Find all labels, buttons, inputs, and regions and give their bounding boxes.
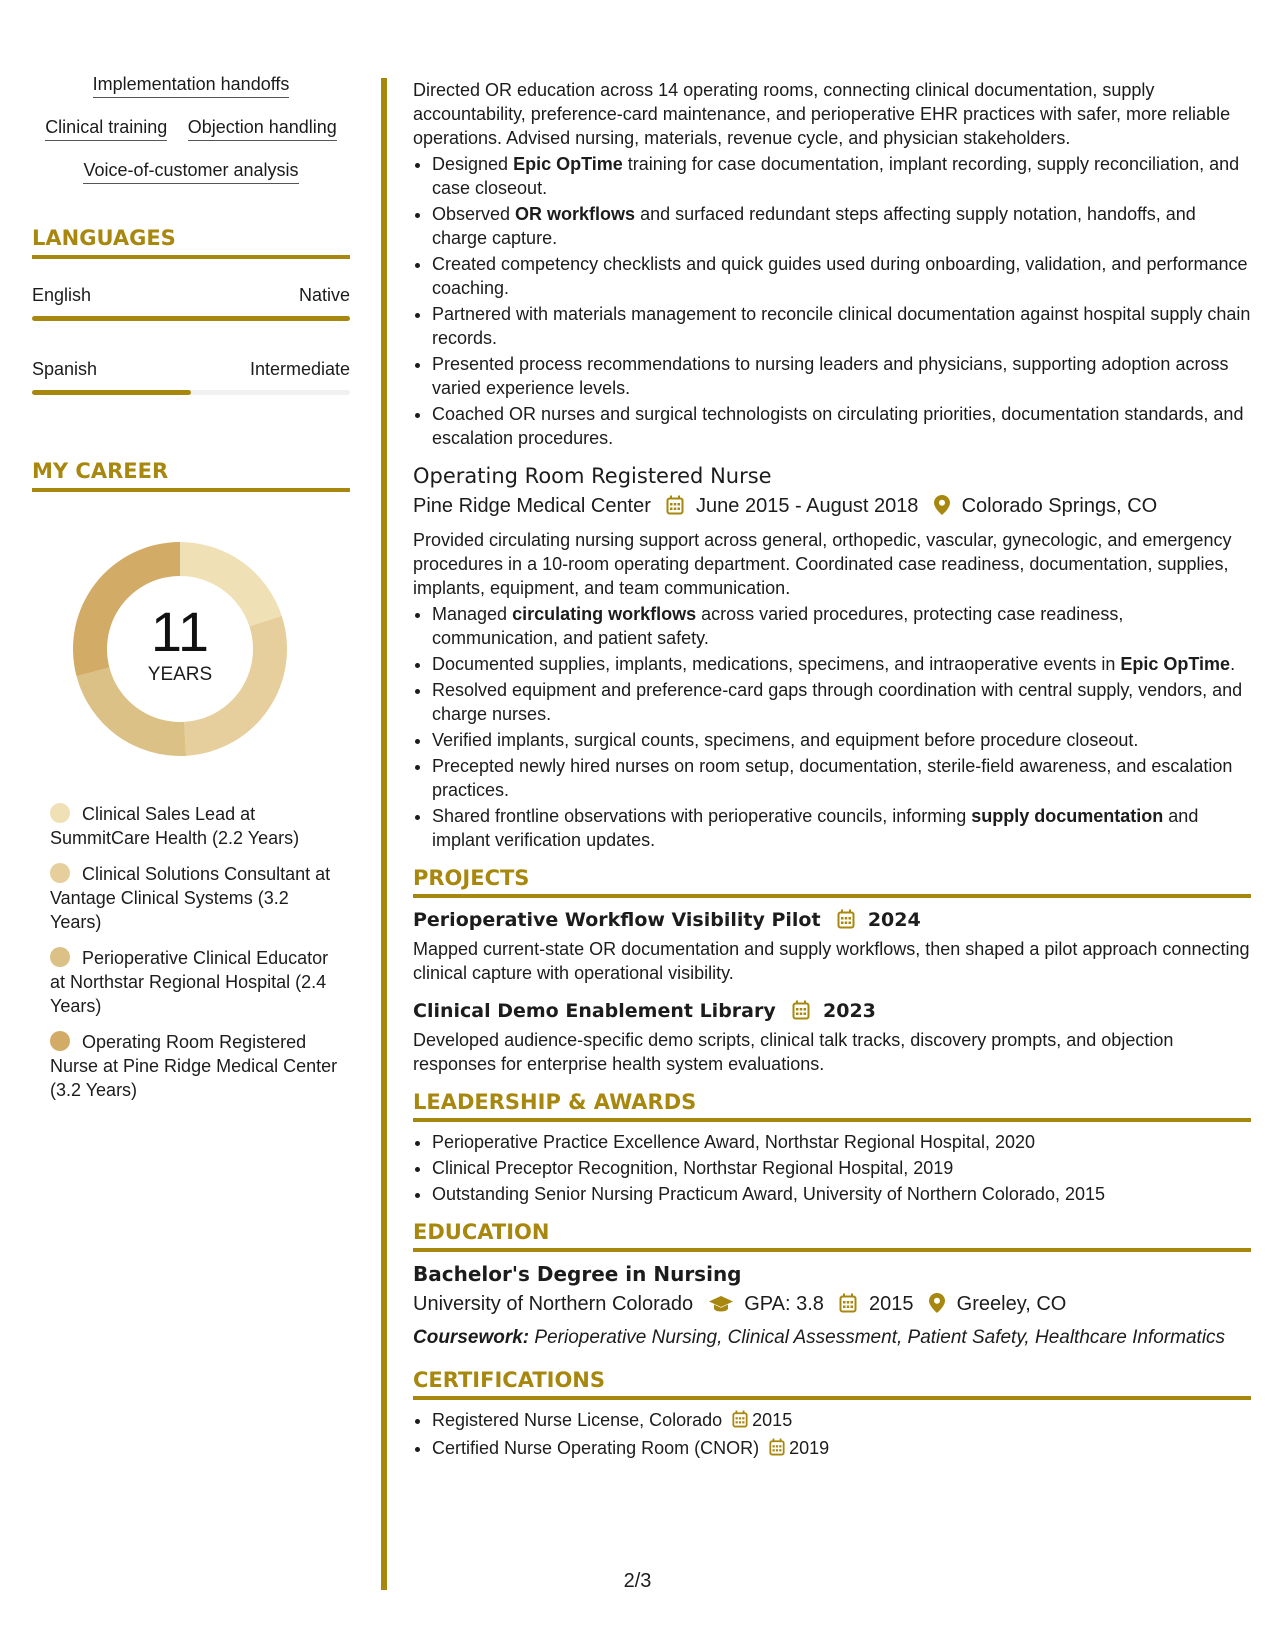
calendar-icon xyxy=(837,909,855,937)
certifications-list xyxy=(413,1408,1251,1462)
job-title: Operating Room Registered Nurse xyxy=(413,464,772,488)
bullet: • Designed Epic OpTime training for case documentation, implant recording, supply reconciliation, and case closeout. xyxy=(432,152,1251,200)
legend-label: Perioperative Clinical Educator at Northstar Regional Hospital (2.4 Years) xyxy=(50,948,329,1016)
language-bar xyxy=(32,316,350,321)
skill-tag: Objection handling xyxy=(188,115,337,141)
language-name: Spanish xyxy=(32,359,98,379)
project-title: Perioperative Workflow Visibility Pilot 2024 xyxy=(413,906,1251,937)
calendar-icon xyxy=(732,1410,748,1434)
location-pin-icon xyxy=(929,1293,945,1321)
skill-tag: Clinical training xyxy=(45,115,167,141)
calendar-icon xyxy=(792,1000,810,1028)
career-legend xyxy=(50,802,340,1102)
degree-title: Bachelor's Degree in Nursing xyxy=(413,1262,742,1286)
graduation-year: 2015 xyxy=(869,1293,914,1315)
legend-dot-icon xyxy=(50,1031,70,1051)
job-bullets xyxy=(413,602,1251,852)
bullet: • Partnered with materials management to reconcile clinical documentation against hospital supply chain records. xyxy=(432,302,1251,350)
award-item: • Perioperative Practice Excellence Award, Northstar Regional Hospital, 2020 xyxy=(432,1130,1251,1154)
projects-heading: PROJECTS xyxy=(413,866,1251,898)
job-dates: June 2015 - August 2018 xyxy=(696,495,919,517)
legend-item xyxy=(50,862,340,934)
legend-item xyxy=(50,802,340,850)
main-content xyxy=(413,78,1251,1464)
education-meta xyxy=(413,1290,1251,1321)
bullet: • Precepted newly hired nurses on room setup, documentation, sterile-field awareness, and escalation practices. xyxy=(432,754,1251,802)
career-total-label: YEARS xyxy=(147,664,213,685)
bullet: • Created competency checklists and quick guides used during onboarding, validation, and performance coaching. xyxy=(432,252,1251,300)
bullet: • Verified implants, surgical counts, specimens, and equipment before procedure closeout. xyxy=(432,728,1251,752)
bullet: • Shared frontline observations with perioperative councils, informing supply documentation and implant verification updates. xyxy=(432,804,1251,852)
location-pin-icon xyxy=(934,495,950,523)
coursework: Coursework: Perioperative Nursing, Clinical Assessment, Patient Safety, Healthcare Informatics xyxy=(413,1327,1226,1348)
graduation-cap-icon xyxy=(709,1293,733,1321)
legend-dot-icon xyxy=(50,863,70,883)
page-number: 2/3 xyxy=(623,1570,652,1592)
education-location: Greeley, CO xyxy=(956,1293,1067,1315)
bullet: • Presented process recommendations to nursing leaders and physicians, supporting adoption across varied experience levels. xyxy=(432,352,1251,400)
language-bar xyxy=(32,390,350,395)
language-bar-fill xyxy=(32,316,350,321)
bullet: • Resolved equipment and preference-card gaps through coordination with central supply, vendors, and charge nurses. xyxy=(432,678,1251,726)
language-level: Intermediate xyxy=(249,359,350,379)
legend-dot-icon xyxy=(50,947,70,967)
legend-label: Clinical Sales Lead at SummitCare Health (2.2 Years) xyxy=(50,804,300,848)
project-title: Clinical Demo Enablement Library 2023 xyxy=(413,997,1251,1028)
language-name: English xyxy=(32,285,92,305)
column-divider xyxy=(381,78,387,1590)
calendar-icon xyxy=(666,495,684,523)
legend-item xyxy=(50,946,340,1018)
languages-heading: LANGUAGES xyxy=(32,226,350,259)
sidebar xyxy=(32,72,350,1114)
bullet: • Coached OR nurses and surgical technologists on circulating priorities, documentation standards, and escalation procedures. xyxy=(432,402,1251,450)
gpa: GPA: 3.8 xyxy=(744,1293,824,1315)
language-bar-fill xyxy=(32,390,191,395)
job-location: Colorado Springs, CO xyxy=(961,495,1158,517)
career-donut xyxy=(65,534,295,764)
project-description: Developed audience-specific demo scripts, clinical talk tracks, discovery prompts, and objection responses for enterprise health system evaluations. xyxy=(413,1030,1174,1074)
skill-tag: Voice-of-customer analysis xyxy=(83,158,298,184)
skills-row xyxy=(32,115,350,141)
project-year: 2023 xyxy=(823,1000,876,1022)
legend-dot-icon xyxy=(50,803,70,823)
project-description: Mapped current-state OR documentation and supply workflows, then shaped a pilot approach connecting clinical capture with operational visibility. xyxy=(413,939,1250,983)
certification-item: • Registered Nurse License, Colorado 2015 xyxy=(432,1408,1251,1434)
project-year: 2024 xyxy=(867,909,921,931)
bullet: • Observed OR workflows and surfaced redundant steps affecting supply notation, handoffs, and charge capture. xyxy=(432,202,1251,250)
job-meta xyxy=(413,492,1251,523)
award-item: • Clinical Preceptor Recognition, Northstar Regional Hospital, 2019 xyxy=(432,1156,1251,1180)
language-item xyxy=(32,357,350,381)
bullet: • Managed circulating workflows across varied procedures, protecting case readiness, communication, and patient safety. xyxy=(432,602,1251,650)
career-total-years: 11 xyxy=(150,600,210,663)
skill-tag: Implementation handoffs xyxy=(93,72,290,98)
skills-row xyxy=(32,72,350,98)
certification-item: • Certified Nurse Operating Room (CNOR) 2019 xyxy=(432,1436,1251,1462)
legend-item xyxy=(50,1030,340,1102)
legend-label: Clinical Solutions Consultant at Vantage Clinical Systems (3.2 Years) xyxy=(50,864,331,932)
calendar-icon xyxy=(769,1438,785,1462)
language-level: Native xyxy=(298,285,350,305)
skills-row xyxy=(32,158,350,184)
legend-label: Operating Room Registered Nurse at Pine Ridge Medical Center (3.2 Years) xyxy=(50,1032,338,1100)
job-summary: Provided circulating nursing support across general, orthopedic, vascular, gynecologic, and emergency procedures in a 10-room operating department. Coordinated case readiness, documentation, supplies, implants, equipment, and team communication. xyxy=(413,530,1232,598)
job-summary: Directed OR education across 14 operating rooms, connecting clinical documentation, supply accountability, preference-card maintenance, and perioperative EHR practices with safer, more reliable operations. Advised nursing, materials, revenue cycle, and physician stakeholders. xyxy=(413,80,1231,148)
education-heading: EDUCATION xyxy=(413,1220,1251,1252)
career-heading: MY CAREER xyxy=(32,459,350,492)
awards-heading: LEADERSHIP & AWARDS xyxy=(413,1090,1251,1122)
language-item xyxy=(32,283,350,307)
job-bullets xyxy=(413,152,1251,450)
bullet: • Documented supplies, implants, medications, specimens, and intraoperative events in Epic OpTime. xyxy=(432,652,1251,676)
job-company: Pine Ridge Medical Center xyxy=(413,495,651,517)
award-item: • Outstanding Senior Nursing Practicum Award, University of Northern Colorado, 2015 xyxy=(432,1182,1251,1206)
awards-list xyxy=(413,1130,1251,1206)
school-name: University of Northern Colorado xyxy=(413,1293,694,1315)
languages-list xyxy=(32,283,350,395)
calendar-icon xyxy=(839,1293,857,1321)
certifications-heading: CERTIFICATIONS xyxy=(413,1368,1251,1400)
